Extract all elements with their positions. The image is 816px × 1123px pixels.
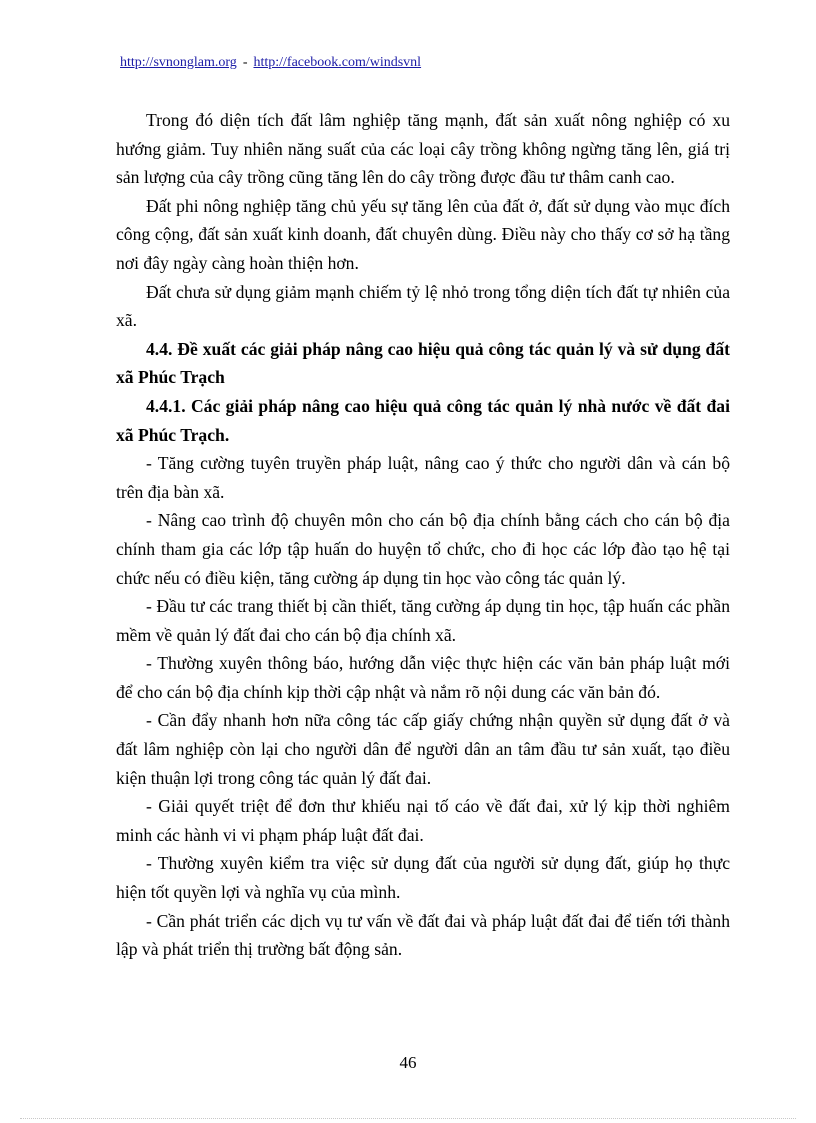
bullet-paragraph: - Tăng cường tuyên truyền pháp luật, nâng cao ý thức cho người dân và cán bộ trên địa bàn xã. — [116, 453, 730, 502]
bullet-paragraph: - Cần phát triển các dịch vụ tư vấn về đất đai và pháp luật đất đai để tiến tới thành lập và phát triển thị trường bất động sản. — [116, 910, 730, 960]
header-link-svnonglam[interactable]: http://svnonglam.org — [120, 55, 237, 70]
document-body — [116, 106, 730, 964]
header-link-facebook[interactable]: http://facebook.com/windsvnl — [253, 55, 422, 70]
page-bottom-divider — [20, 1118, 796, 1119]
bullet-paragraph: - Đầu tư các trang thiết bị cần thiết, tăng cường áp dụng tin học, tập huấn các phần mềm về quản lý đất đai cho cán bộ địa chính xã. — [116, 596, 730, 645]
bullet-paragraph: - Thường xuyên thông báo, hướng dẫn việc thực hiện các văn bản pháp luật mới để cho cán bộ địa chính kịp thời cập nhật và nắm rõ nội dung các văn bản đó. — [116, 653, 730, 702]
bullet-paragraph: - Nâng cao trình độ chuyên môn cho cán bộ địa chính bằng cách cho cán bộ địa chính tham gia các lớp tập huấn do huyện tổ chức, cho đi học các lớp đào tạo hệ tại chức nếu có điều kiện, tăng cường áp dụng tin học vào công tác quản lý. — [116, 510, 730, 588]
body-paragraph: Đất chưa sử dụng giảm mạnh chiếm tỷ lệ nhỏ trong tổng diện tích đất tự nhiên của xã. — [116, 281, 730, 331]
bullet-paragraph: - Thường xuyên kiểm tra việc sử dụng đất của người sử dụng đất, giúp họ thực hiện tốt quyền lợi và nghĩa vụ của mình. — [116, 853, 730, 903]
page-number: 46 — [399, 1053, 417, 1072]
section-heading-4-4: 4.4. Đề xuất các giải pháp nâng cao hiệu quả công tác quản lý và sử dụng đất xã Phúc Trạch — [116, 338, 730, 388]
bullet-paragraph: - Giải quyết triệt để đơn thư khiếu nại tố cáo về đất đai, xử lý kịp thời nghiêm minh các hành vi vi phạm pháp luật đất đai. — [116, 796, 730, 845]
header-separator: - — [242, 55, 248, 70]
section-heading-4-4-1: 4.4.1. Các giải pháp nâng cao hiệu quả công tác quản lý nhà nước về đất đai xã Phúc Trạch. — [116, 395, 730, 445]
page-header — [120, 54, 421, 72]
body-paragraph: Đất phi nông nghiệp tăng chủ yếu sự tăng lên của đất ở, đất sử dụng vào mục đích công cộng, đất sản xuất kinh doanh, đất chuyên dùng. Điều này cho thấy cơ sở hạ tầng nơi đây ngày càng hoàn thiện hơn. — [116, 195, 730, 273]
bullet-paragraph: - Cần đẩy nhanh hơn nữa công tác cấp giấy chứng nhận quyền sử dụng đất ở và đất lâm nghiệp còn lại cho người dân để người dân an tâm đầu tư sản xuất, tạo điều kiện thuận lợi trong công tác quản lý đất đai. — [116, 710, 730, 788]
body-paragraph: Trong đó diện tích đất lâm nghiệp tăng mạnh, đất sản xuất nông nghiệp có xu hướng giảm. Tuy nhiên năng suất của các loại cây trồng không ngừng tăng lên, giá trị sản lượng của cây trồng cũng tăng lên do cây trồng được đầu tư thâm canh cao. — [116, 110, 730, 188]
